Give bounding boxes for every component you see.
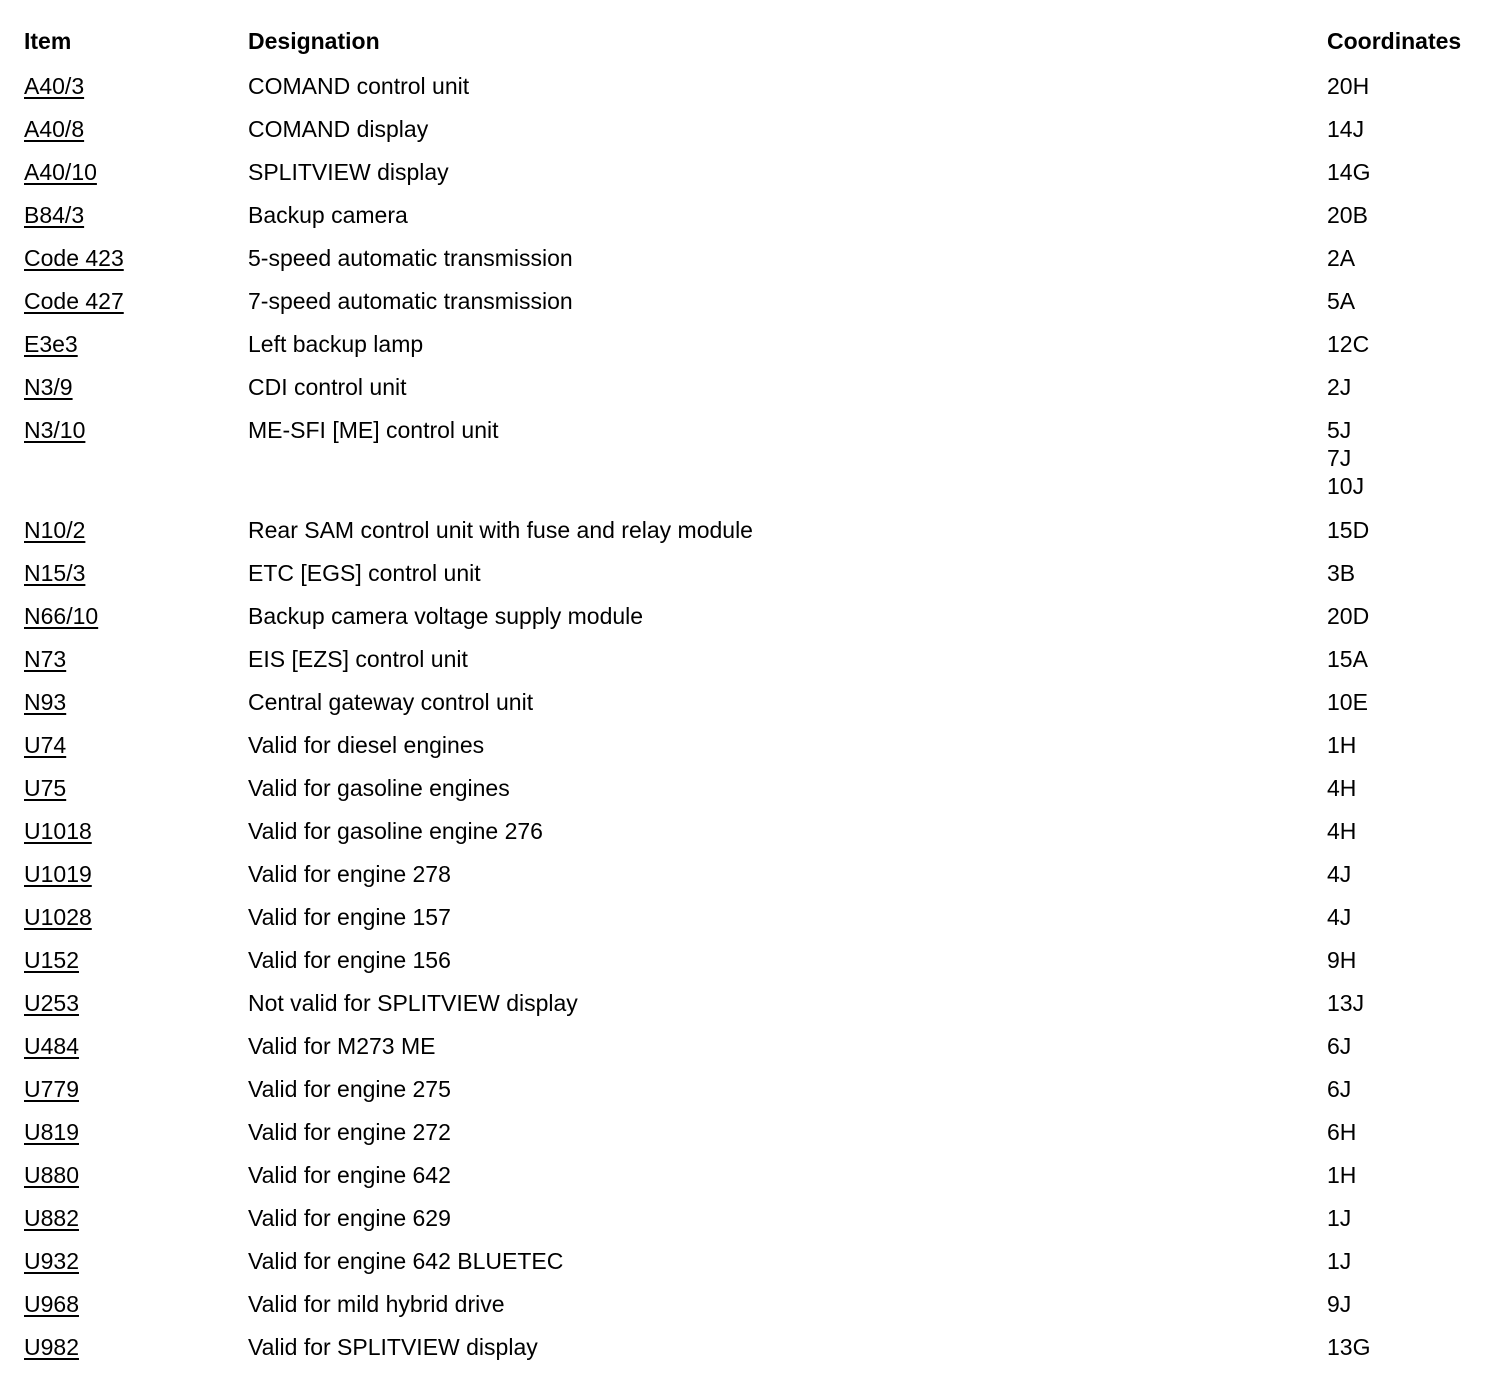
- table-row: [24, 69, 1484, 112]
- coordinate-value: 5J: [1327, 417, 1352, 443]
- designation-cell: Valid for engine 275: [248, 1076, 451, 1102]
- item-link[interactable]: U1018: [24, 818, 92, 844]
- item-cell: [24, 284, 248, 327]
- item-cell: [24, 1158, 248, 1201]
- coordinates-cell: [1327, 1029, 1484, 1072]
- coordinates-cell: [1327, 1072, 1484, 1115]
- table-row: [24, 1201, 1484, 1244]
- designation-cell: Valid for mild hybrid drive: [248, 1291, 505, 1317]
- item-cell: [24, 685, 248, 728]
- designation-cell: 5-speed automatic transmission: [248, 245, 573, 271]
- item-link[interactable]: U982: [24, 1334, 79, 1360]
- coordinates-cell: [1327, 198, 1484, 241]
- coordinate-value: 1H: [1327, 732, 1357, 758]
- designation-cell: Valid for engine 642 BLUETEC: [248, 1248, 564, 1274]
- coordinates-cell: [1327, 728, 1484, 771]
- item-link[interactable]: N3/9: [24, 374, 73, 400]
- table-row: [24, 112, 1484, 155]
- item-link[interactable]: Code 427: [24, 288, 124, 314]
- item-link[interactable]: N73: [24, 646, 67, 672]
- item-cell: [24, 1115, 248, 1158]
- designation-cell: Valid for engine 642: [248, 1162, 451, 1188]
- item-cell: [24, 69, 248, 112]
- table-row: [24, 1072, 1484, 1115]
- designation-cell: COMAND control unit: [248, 73, 470, 99]
- coordinate-value: 15A: [1327, 646, 1368, 672]
- item-cell: [24, 513, 248, 556]
- table-row: [24, 513, 1484, 556]
- table-row: [24, 857, 1484, 900]
- coordinates-cell: [1327, 155, 1484, 198]
- coordinates-cell: [1327, 1287, 1484, 1330]
- coordinate-value: 2A: [1327, 245, 1356, 271]
- item-cell: [24, 1072, 248, 1115]
- table-row: [24, 1330, 1484, 1373]
- coordinate-value: 5A: [1327, 288, 1356, 314]
- item-link[interactable]: U253: [24, 990, 79, 1016]
- coordinate-value: 1H: [1327, 1162, 1357, 1188]
- coordinate-value: 20H: [1327, 73, 1370, 99]
- designation-cell: ME-SFI [ME] control unit: [248, 417, 499, 443]
- coordinates-cell: [1327, 284, 1484, 327]
- coordinate-value: 9H: [1327, 947, 1357, 973]
- designation-cell: Valid for engine 629: [248, 1205, 451, 1231]
- coordinates-cell: [1327, 1115, 1484, 1158]
- item-cell: [24, 599, 248, 642]
- coordinates-cell: [1327, 943, 1484, 986]
- coordinates-cell: [1327, 513, 1484, 556]
- coordinate-value: 7J: [1327, 445, 1352, 471]
- coordinate-value: 1J: [1327, 1248, 1352, 1274]
- table-row: [24, 986, 1484, 1029]
- designation-cell: Valid for SPLITVIEW display: [248, 1334, 538, 1360]
- designation-cell: Valid for gasoline engine 276: [248, 818, 543, 844]
- coordinates-cell: [1327, 327, 1484, 370]
- designation-cell: Valid for engine 157: [248, 904, 451, 930]
- item-cell: [24, 556, 248, 599]
- coordinate-value: 3B: [1327, 560, 1356, 586]
- coordinate-value: 20D: [1327, 603, 1370, 629]
- table-row: [24, 771, 1484, 814]
- item-link[interactable]: U779: [24, 1076, 79, 1102]
- item-link[interactable]: A40/3: [24, 73, 85, 99]
- coordinates-cell: [1327, 370, 1484, 413]
- designation-cell: Backup camera: [248, 202, 408, 228]
- header-designation: Designation: [248, 28, 380, 54]
- item-link[interactable]: U74: [24, 732, 67, 758]
- item-link[interactable]: U880: [24, 1162, 79, 1188]
- designation-cell: Valid for engine 272: [248, 1119, 451, 1145]
- designation-cell: Left backup lamp: [248, 331, 424, 357]
- coordinate-value: 13J: [1327, 990, 1365, 1016]
- coordinates-cell: [1327, 685, 1484, 728]
- item-cell: [24, 814, 248, 857]
- coordinate-value: 6J: [1327, 1076, 1352, 1102]
- coordinate-value: 4H: [1327, 775, 1357, 801]
- item-link[interactable]: U968: [24, 1291, 79, 1317]
- coordinate-value: 20B: [1327, 202, 1368, 228]
- coordinates-cell: [1327, 857, 1484, 900]
- designation-cell: COMAND display: [248, 116, 429, 142]
- item-link[interactable]: A40/10: [24, 159, 97, 185]
- coordinates-cell: [1327, 814, 1484, 857]
- coordinate-value: 14G: [1327, 159, 1371, 185]
- item-link[interactable]: U75: [24, 775, 67, 801]
- coordinates-cell: [1327, 413, 1484, 513]
- item-link[interactable]: N3/10: [24, 417, 86, 443]
- designation-cell: Valid for engine 156: [248, 947, 451, 973]
- item-cell: [24, 155, 248, 198]
- header-item: Item: [24, 28, 72, 54]
- designation-cell: Valid for diesel engines: [248, 732, 485, 758]
- coordinate-value: 4J: [1327, 861, 1352, 887]
- header-row: [24, 24, 1484, 69]
- table-row: [24, 1115, 1484, 1158]
- coordinate-value: 4J: [1327, 904, 1352, 930]
- table-row: [24, 155, 1484, 198]
- coordinates-cell: [1327, 900, 1484, 943]
- table-row: [24, 1244, 1484, 1287]
- designation-cell: SPLITVIEW display: [248, 159, 449, 185]
- designation-cell: ETC [EGS] control unit: [248, 560, 481, 586]
- item-link[interactable]: U819: [24, 1119, 79, 1145]
- table-row: [24, 728, 1484, 771]
- table-row: [24, 685, 1484, 728]
- item-link[interactable]: N10/2: [24, 517, 86, 543]
- item-cell: [24, 112, 248, 155]
- coordinates-cell: [1327, 1158, 1484, 1201]
- item-cell: [24, 771, 248, 814]
- item-link[interactable]: N66/10: [24, 603, 99, 629]
- item-cell: [24, 642, 248, 685]
- designation-cell: Valid for engine 278: [248, 861, 451, 887]
- item-cell: [24, 413, 248, 513]
- item-link[interactable]: U1019: [24, 861, 92, 887]
- coordinate-value: 6J: [1327, 1033, 1352, 1059]
- coordinate-value: 14J: [1327, 116, 1365, 142]
- item-cell: [24, 327, 248, 370]
- table-row: [24, 642, 1484, 685]
- table-row: [24, 814, 1484, 857]
- coordinate-value: 2J: [1327, 374, 1352, 400]
- item-link[interactable]: B84/3: [24, 202, 85, 228]
- item-link[interactable]: U882: [24, 1205, 79, 1231]
- coordinate-value: 10E: [1327, 689, 1368, 715]
- coordinates-cell: [1327, 69, 1484, 112]
- coordinates-cell: [1327, 241, 1484, 284]
- coordinates-cell: [1327, 1201, 1484, 1244]
- item-cell: [24, 1029, 248, 1072]
- coordinate-value: 10J: [1327, 473, 1365, 499]
- item-cell: [24, 241, 248, 284]
- coordinates-cell: [1327, 771, 1484, 814]
- item-cell: [24, 1287, 248, 1330]
- component-legend-table: [24, 24, 1484, 1373]
- item-cell: [24, 1201, 248, 1244]
- designation-cell: EIS [EZS] control unit: [248, 646, 468, 672]
- table-row: [24, 599, 1484, 642]
- header-coordinates: Coordinates: [1327, 28, 1462, 54]
- designation-cell: Rear SAM control unit with fuse and relay module: [248, 517, 753, 543]
- coordinates-cell: [1327, 112, 1484, 155]
- table-row: [24, 556, 1484, 599]
- table-row: [24, 1158, 1484, 1201]
- table-row: [24, 284, 1484, 327]
- coordinate-value: 6H: [1327, 1119, 1357, 1145]
- coordinate-value: 15D: [1327, 517, 1370, 543]
- designation-cell: Backup camera voltage supply module: [248, 603, 644, 629]
- designation-cell: Valid for gasoline engines: [248, 775, 510, 801]
- table-row: [24, 943, 1484, 986]
- coordinate-value: 12C: [1327, 331, 1370, 357]
- coordinates-cell: [1327, 556, 1484, 599]
- item-link[interactable]: U1028: [24, 904, 92, 930]
- table-row: [24, 370, 1484, 413]
- table-row: [24, 1287, 1484, 1330]
- coordinates-cell: [1327, 1244, 1484, 1287]
- designation-cell: Not valid for SPLITVIEW display: [248, 990, 578, 1016]
- coordinate-value: 13G: [1327, 1334, 1371, 1360]
- table-row: [24, 413, 1484, 513]
- designation-cell: 7-speed automatic transmission: [248, 288, 573, 314]
- table-row: [24, 198, 1484, 241]
- coordinate-value: 1J: [1327, 1205, 1352, 1231]
- table-row: [24, 327, 1484, 370]
- item-cell: [24, 1244, 248, 1287]
- coordinates-cell: [1327, 642, 1484, 685]
- coordinates-cell: [1327, 1330, 1484, 1373]
- item-cell: [24, 198, 248, 241]
- item-cell: [24, 857, 248, 900]
- item-cell: [24, 370, 248, 413]
- item-cell: [24, 728, 248, 771]
- item-link[interactable]: U932: [24, 1248, 79, 1274]
- table-row: [24, 241, 1484, 284]
- coordinate-value: 9J: [1327, 1291, 1352, 1317]
- table-row: [24, 1029, 1484, 1072]
- item-cell: [24, 1330, 248, 1373]
- coordinates-cell: [1327, 599, 1484, 642]
- item-link[interactable]: N15/3: [24, 560, 86, 586]
- designation-cell: Valid for M273 ME: [248, 1033, 436, 1059]
- table-row: [24, 900, 1484, 943]
- legend-rows: [24, 69, 1484, 1373]
- coordinates-cell: [1327, 986, 1484, 1029]
- designation-cell: CDI control unit: [248, 374, 407, 400]
- item-link[interactable]: E3e3: [24, 331, 78, 357]
- designation-cell: Central gateway control unit: [248, 689, 534, 715]
- item-cell: [24, 943, 248, 986]
- item-link[interactable]: A40/8: [24, 116, 85, 142]
- item-cell: [24, 900, 248, 943]
- item-link[interactable]: U152: [24, 947, 79, 973]
- item-link[interactable]: Code 423: [24, 245, 124, 271]
- item-cell: [24, 986, 248, 1029]
- coordinate-value: 4H: [1327, 818, 1357, 844]
- item-link[interactable]: N93: [24, 689, 67, 715]
- item-link[interactable]: U484: [24, 1033, 79, 1059]
